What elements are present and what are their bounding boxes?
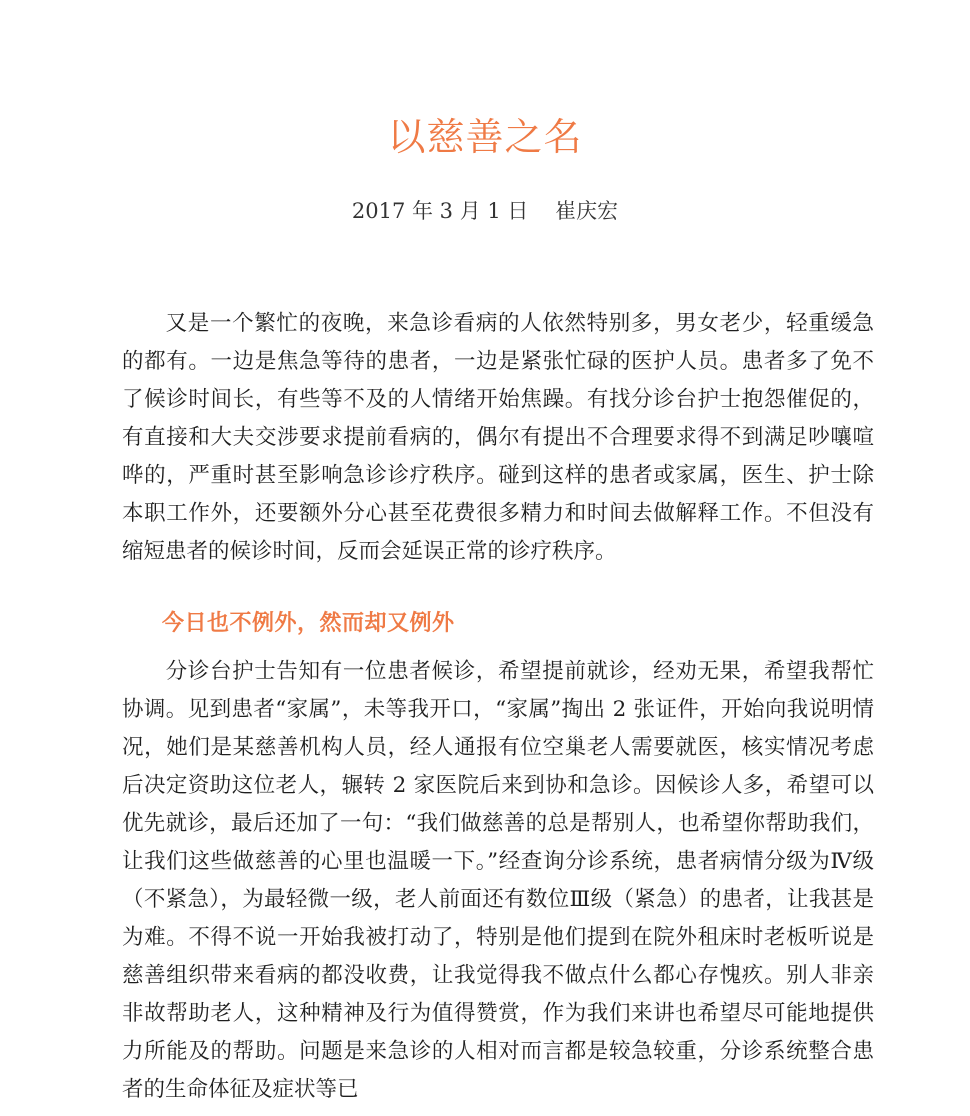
section-heading: 今日也不例外，然而却又例外 [162,611,455,636]
paragraph-intro [122,305,874,571]
paragraph-intro-text: 又是一个繁忙的夜晚，来急诊看病的人依然特别多，男女老少，轻重缓急的都有。一边是焦急等待的患者，一边是紧张忙碌的医护人员。患者多了免不了候诊时间长，有些等不及的人情绪开始焦躁。有找分诊台护士抱怨催促的，有直接和大夫交涉要求提前看病的，偶尔有提出不合理要求得不到满足吵嚷喧哗的，严重时甚至影响急诊诊疗秩序。碰到这样的患者或家属，医生、护士除本职工作外，还要额外分心甚至花费很多精力和时间去做解释工作。不但没有缩短患者的候诊时间，反而会延误正常的诊疗秩序。 [122,311,874,564]
article-byline: 2017 年 3 月 1 日 崔庆宏 [351,199,619,223]
article-title: 以慈善之名 [387,115,583,159]
paragraph-body-text: 分诊台护士告知有一位患者候诊，希望提前就诊，经劝无果，希望我帮忙协调。见到患者“家属”，未等我开口，“家属”掏出 2 张证件，开始向我说明情况，她们是某慈善机构人员，经人通报有位空巢老人需要就医，核实情况考虑后决定资助这位老人，辗转 2 家医院后来到协和急诊。因候诊人多，希望可以优先就诊，最后还加了一句：“我们做慈善的总是帮别人，也希望你帮助我们，让我们这些做慈善的心里也温暖一下。”经查询分诊系统，患者病情分级为Ⅳ级（不紧急），为最轻微一级，老人前面还有数位Ⅲ级（紧急）的患者，让我甚是为难。不得不说一开始我被打动了，特别是他们提到在院外租床时老板听说是慈善组织带来看病的都没收费，让我觉得我不做点什么都心存愧疚。别人非亲非故帮助老人，这种精神及行为值得赞赏，作为我们来讲也希望尽可能地提供力所能及的帮助。问题是来急诊的人相对而言都是较急较重，分诊系统整合患者的生命体征及症状等已 [122,659,874,1102]
paragraph-body [122,653,874,1109]
